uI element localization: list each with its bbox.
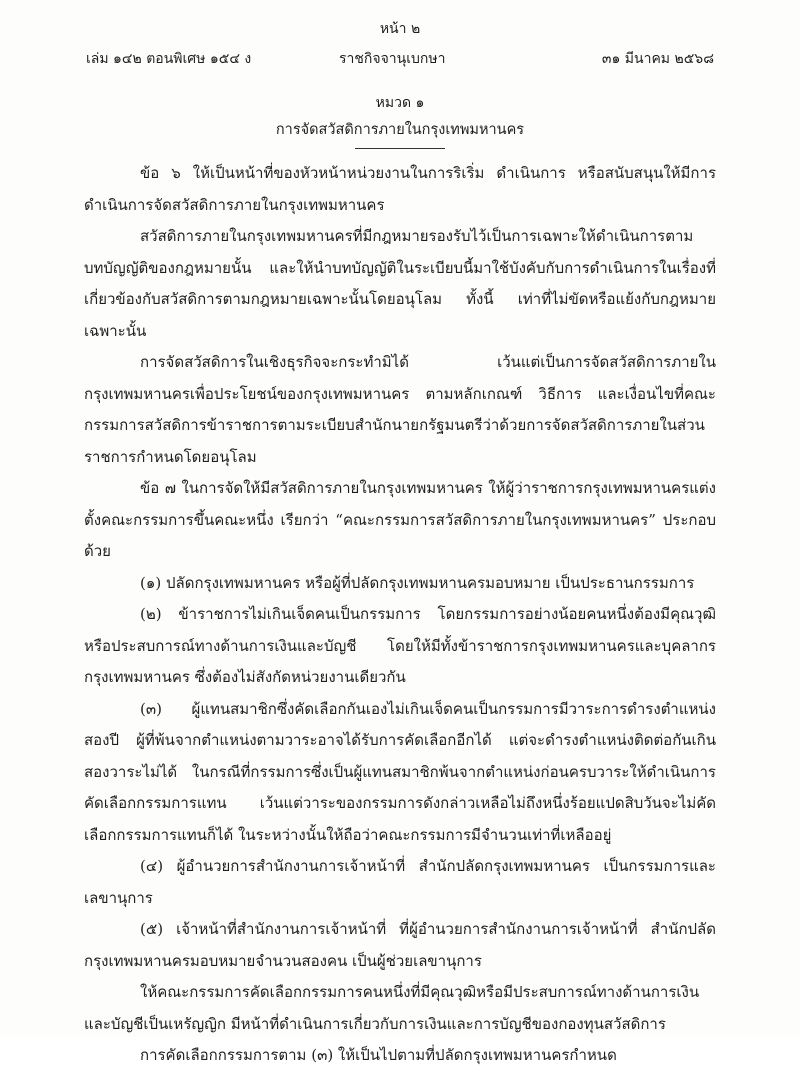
clause-7-item-5: (๕) เจ้าหน้าที่สำนักงานการเจ้าหน้าที่ ที่ผู้อำนวยการสำนักงานการเจ้าหน้าที่ สำนักปลัดกรุงเทพมหานครมอบหมายจำนวนสองคน เป็นผู้ช่วยเลขานุการ [84, 920, 716, 970]
chapter-number: หมวด ๑ [375, 95, 425, 111]
volume-issue: เล่ม ๑๔๒ ตอนพิเศษ ๑๕๔ ง [86, 51, 252, 67]
title-divider [355, 148, 445, 149]
clause-7-item-3: (๓) ผู้แทนสมาชิกซึ่งคัดเลือกกันเองไม่เกินเจ็ดคนเป็นกรรมการมีวาระการดำรงตำแหน่งสองปี ผู้ที่พ้นจากตำแหน่งตามวาระอาจได้รับการคัดเลือกอีกได้ แต่จะดำรงตำแหน่งติดต่อกันเกินสองวาระไม่ได้ ในกรณีที่กรรมการซึ่งเป็นผู้แทนสมาชิกพ้นจากตำแหน่งก่อนครบวาระให้ดำเนินการคัดเลือกกรรมการแทน เว้นแต่วาระของกรรมการดังกล่าวเหลือไม่ถึงหนึ่งร้อยแปดสิบวันจะไม่คัดเลือกกรรมการแทนก็ได้ ในระหว่างนั้นให้ถือว่าคณะกรรมการมีจำนวนเท่าที่เหลืออยู่ [84, 699, 716, 844]
treasurer-paragraph: ให้คณะกรรมการคัดเลือกกรรมการคนหนึ่งที่มีคุณวุฒิหรือมีประสบการณ์ทางด้านการเงินและบัญชีเป็นเหรัญญิก มีหน้าที่ดำเนินการเกี่ยวกับการเงินและการบัญชีของกองทุนสวัสดิการ [84, 983, 700, 1033]
publication-date: ๓๑ มีนาคม ๒๕๖๘ [601, 51, 714, 67]
page-number: หน้า ๒ [379, 21, 421, 37]
gazette-name: ราชกิจจานุเบกษา [339, 51, 446, 67]
clause-6-paragraph-3: การจัดสวัสดิการในเชิงธุรกิจจะกระทำมิได้ เว้นแต่เป็นการจัดสวัสดิการภายในกรุงเทพมหานครเพื่อประโยชน์ของกรุงเทพมหานคร ตามหลักเกณฑ์ วิธีการ และเงื่อนไขที่คณะกรรมการสวัสดิการข้าราชการตามระเบียบสำนักนายกรัฐมนตรีว่าด้วยการจัดสวัสดิการภายในส่วนราชการกำหนดโดยอนุโลม [84, 353, 716, 466]
chapter-title: การจัดสวัสดิการภายในกรุงเทพมหานคร [275, 122, 525, 138]
selection-paragraph: การคัดเลือกกรรมการตาม (๓) ให้เป็นไปตามที่ปลัดกรุงเทพมหานครกำหนด [140, 1046, 617, 1064]
clause-6-paragraph: ข้อ ๖ ให้เป็นหน้าที่ของหัวหน้าหน่วยงานในการริเริ่ม ดำเนินการ หรือสนับสนุนให้มีการดำเนินการจัดสวัสดิการภายในกรุงเทพมหานคร [84, 164, 716, 214]
clause-7-item-4: (๔) ผู้อำนวยการสำนักงานการเจ้าหน้าที่ สำนักปลัดกรุงเทพมหานคร เป็นกรรมการและเลขานุการ [84, 857, 716, 907]
clause-7-item-1: (๑) ปลัดกรุงเทพมหานคร หรือผู้ที่ปลัดกรุงเทพมหานครมอบหมาย เป็นประธานกรรมการ [140, 573, 695, 592]
document-body [84, 158, 716, 1072]
clause-7-item-2: (๒) ข้าราชการไม่เกินเจ็ดคนเป็นกรรมการ โดยกรรมการอย่างน้อยคนหนึ่งต้องมีคุณวุฒิหรือประสบการณ์ทางด้านการเงินและบัญชี โดยให้มีทั้งข้าราชการกรุงเทพมหานครและบุคลากรกรุงเทพมหานคร ซึ่งต้องไม่สังกัดหน่วยงานเดียวกัน [84, 605, 716, 686]
clause-7-paragraph: ข้อ ๗ ในการจัดให้มีสวัสดิการภายในกรุงเทพมหานคร ให้ผู้ว่าราชการกรุงเทพมหานครแต่งตั้งคณะกรรมการขึ้นคณะหนึ่ง เรียกว่า “คณะกรรมการสวัสดิการภายในกรุงเทพมหานคร” ประกอบด้วย [84, 479, 716, 560]
clause-6-paragraph-2: สวัสดิการภายในกรุงเทพมหานครที่มีกฎหมายรองรับไว้เป็นการเฉพาะให้ดำเนินการตามบทบัญญัติของกฎหมายนั้น และให้นำบทบัญญัติในระเบียบนี้มาใช้บังคับกับการดำเนินการในเรื่องที่เกี่ยวข้องกับสวัสดิการตามกฎหมายเฉพาะนั้นโดยอนุโลม ทั้งนี้ เท่าที่ไม่ขัดหรือแย้งกับกฎหมายเฉพาะนั้น [84, 227, 716, 340]
gazette-header [86, 48, 714, 70]
